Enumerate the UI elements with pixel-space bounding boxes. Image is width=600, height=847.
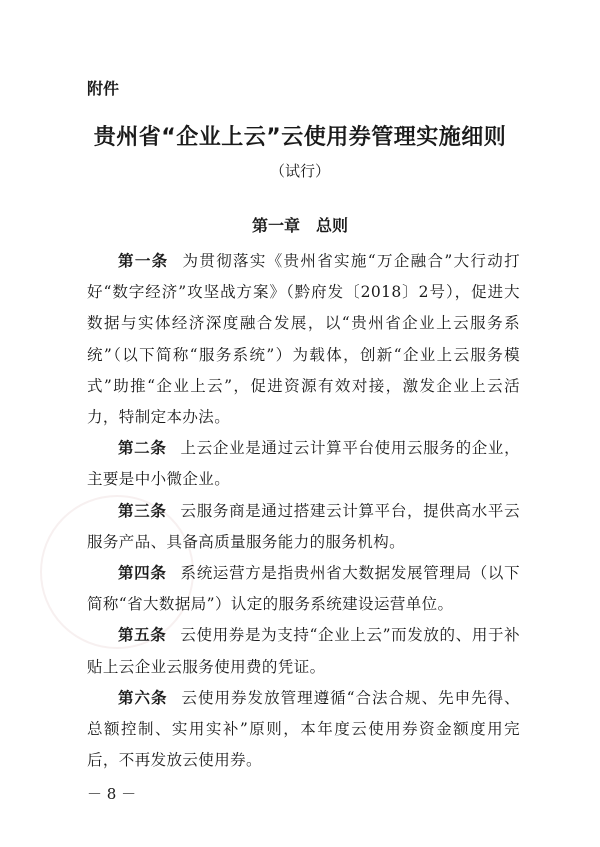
chapter-heading xyxy=(0,213,600,236)
article-2 xyxy=(87,433,520,495)
article-label: 第一条 xyxy=(118,252,169,270)
article-5 xyxy=(87,620,520,682)
article-text: 系统运营方是指贵州省大数据发展管理局（以下简称“省大数据局”）认定的服务系统建设运营单位。 xyxy=(87,564,521,614)
article-1 xyxy=(87,246,520,433)
document-subtitle: （试行） xyxy=(269,162,330,180)
page-number: － 8 － xyxy=(87,785,137,803)
article-text: 云服务商是通过搭建云计算平台，提供高水平云服务产品、具备高质量服务能力的服务机构。 xyxy=(87,501,521,551)
article-label: 第四条 xyxy=(118,564,167,583)
chapter-name: 总则 xyxy=(316,216,349,235)
article-label: 第六条 xyxy=(118,688,168,707)
article-3 xyxy=(87,496,520,558)
article-label: 第二条 xyxy=(118,439,167,458)
article-6 xyxy=(87,683,520,777)
article-label: 第三条 xyxy=(118,501,167,520)
document-title: 贵州省“企业上云”云使用券管理实施细则 xyxy=(93,125,507,150)
attachment-label: 附件 xyxy=(87,79,120,98)
article-4 xyxy=(87,558,520,620)
article-text: 为贯彻落实《贵州省实施“万企融合”大行动打好“数字经济”攻坚战方案》（黔府发〔2018〕2号），促进大数据与实体经济深度融合发展，以“贵州省企业上云服务系统”（以下简称“服务系统”）为载体，创新“企业上云服务模式”助推“企业上云”，促进资源有效对接，激发企业上云活力，特制定本办法。 xyxy=(87,252,521,427)
article-text: 云使用券是为支持“企业上云”而发放的、用于补贴上云企业云服务使用费的凭证。 xyxy=(87,626,520,676)
article-text: 上云企业是通过云计算平台使用云服务的企业，主要是中小微企业。 xyxy=(87,439,521,489)
article-text: 云使用券发放管理遵循“合法合规、先申先得、总额控制、实用实补”原则，本年度云使用券资金额度用完后，不再发放云使用券。 xyxy=(87,688,521,770)
article-label: 第五条 xyxy=(118,626,167,645)
articles-body xyxy=(87,246,520,776)
chapter-number: 第一章 xyxy=(251,216,300,235)
